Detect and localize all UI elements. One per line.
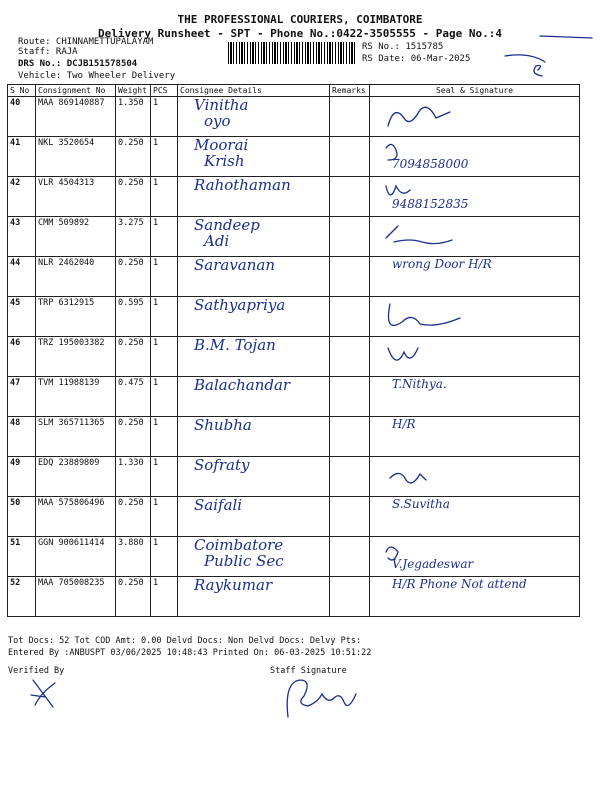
row-consignee bbox=[178, 97, 330, 137]
row-remarks bbox=[330, 177, 370, 217]
row-pcs: 1 bbox=[151, 337, 178, 377]
consignee-handwriting: Saifali bbox=[194, 496, 243, 514]
consignee-handwriting: B.M. Tojan bbox=[194, 336, 276, 354]
row-pcs: 1 bbox=[151, 377, 178, 417]
row-consignment-no: TVM 11988139 bbox=[36, 377, 116, 417]
row-seal-signature bbox=[370, 457, 580, 497]
table-row bbox=[8, 457, 580, 497]
row-consignment-no: MAA 705008235 bbox=[36, 577, 116, 617]
table-row bbox=[8, 377, 580, 417]
row-seal-signature bbox=[370, 497, 580, 537]
row-sno: 42 bbox=[8, 177, 36, 217]
row-weight: 0.250 bbox=[116, 337, 151, 377]
row-weight: 0.250 bbox=[116, 577, 151, 617]
verified-signature bbox=[25, 675, 65, 710]
row-weight: 0.250 bbox=[116, 497, 151, 537]
row-seal-signature bbox=[370, 217, 580, 257]
consignee-handwriting: Shubha bbox=[194, 416, 252, 434]
row-consignment-no: TRZ 195003382 bbox=[36, 337, 116, 377]
row-pcs: 1 bbox=[151, 257, 178, 297]
row-consignee bbox=[178, 577, 330, 617]
row-weight: 0.595 bbox=[116, 297, 151, 337]
consignee-handwriting: Adi bbox=[204, 231, 230, 250]
row-sno: 46 bbox=[8, 337, 36, 377]
signature-scribble bbox=[380, 458, 470, 488]
row-consignment-no: TRP 6312915 bbox=[36, 297, 116, 337]
row-pcs: 1 bbox=[151, 417, 178, 457]
row-remarks bbox=[330, 97, 370, 137]
consignee-handwriting: Public Sec bbox=[204, 551, 284, 570]
seal-handwriting: H/R Phone Not attend bbox=[392, 577, 527, 591]
row-pcs: 1 bbox=[151, 217, 178, 257]
consignee-handwriting: Saravanan bbox=[194, 256, 276, 274]
staff-signature-label: Staff Signature bbox=[270, 666, 347, 676]
route-label: Route: CHINNAMETTUPALAYAM bbox=[18, 37, 154, 47]
company-title: THE PROFESSIONAL COURIERS, COIMBATORE bbox=[177, 13, 423, 26]
table-row bbox=[8, 217, 580, 257]
row-remarks bbox=[330, 257, 370, 297]
seal-handwriting: V.Jegadeswar bbox=[392, 557, 474, 571]
consignee-handwriting: Sathyapriya bbox=[194, 296, 286, 314]
row-seal-signature bbox=[370, 537, 580, 577]
row-consignment-no: SLM 365711365 bbox=[36, 417, 116, 457]
row-weight: 0.250 bbox=[116, 257, 151, 297]
table-row bbox=[8, 497, 580, 537]
row-sno: 43 bbox=[8, 217, 36, 257]
table-row bbox=[8, 97, 580, 137]
consignee-handwriting: Raykumar bbox=[194, 576, 273, 594]
signature-scribble bbox=[380, 218, 470, 248]
row-weight: 0.250 bbox=[116, 177, 151, 217]
col-consignee: Consignee Details bbox=[178, 85, 330, 97]
rs-date: RS Date: 06-Mar-2025 bbox=[362, 54, 471, 64]
signature-scribble bbox=[380, 98, 470, 128]
consignee-handwriting: Sandeep bbox=[194, 216, 260, 234]
consignee-handwriting: Coimbatore bbox=[194, 536, 284, 554]
row-pcs: 1 bbox=[151, 497, 178, 537]
row-consignment-no: VLR 4504313 bbox=[36, 177, 116, 217]
row-sno: 48 bbox=[8, 417, 36, 457]
row-seal-signature bbox=[370, 137, 580, 177]
rs-number: RS No.: 1515785 bbox=[362, 42, 444, 52]
row-consignment-no: CMM 509892 bbox=[36, 217, 116, 257]
row-remarks bbox=[330, 537, 370, 577]
row-sno: 47 bbox=[8, 377, 36, 417]
row-sno: 45 bbox=[8, 297, 36, 337]
row-sno: 41 bbox=[8, 137, 36, 177]
row-weight: 1.350 bbox=[116, 97, 151, 137]
row-sno: 50 bbox=[8, 497, 36, 537]
table-row bbox=[8, 417, 580, 457]
staff-label: Staff: RAJA bbox=[18, 47, 78, 57]
table-header-row bbox=[8, 85, 580, 97]
seal-handwriting: H/R bbox=[392, 417, 416, 431]
row-remarks bbox=[330, 457, 370, 497]
table-row bbox=[8, 577, 580, 617]
row-weight: 0.250 bbox=[116, 417, 151, 457]
row-consignee bbox=[178, 137, 330, 177]
row-pcs: 1 bbox=[151, 297, 178, 337]
row-pcs: 1 bbox=[151, 97, 178, 137]
table-row bbox=[8, 537, 580, 577]
row-seal-signature bbox=[370, 97, 580, 137]
row-remarks bbox=[330, 137, 370, 177]
row-pcs: 1 bbox=[151, 137, 178, 177]
row-pcs: 1 bbox=[151, 537, 178, 577]
consignee-handwriting: Vinitha bbox=[194, 96, 249, 114]
row-remarks bbox=[330, 497, 370, 537]
barcode bbox=[228, 42, 356, 64]
row-consignee bbox=[178, 497, 330, 537]
row-consignee bbox=[178, 337, 330, 377]
row-weight: 0.250 bbox=[116, 137, 151, 177]
seal-handwriting: wrong Door H/R bbox=[392, 257, 492, 271]
row-weight: 3.880 bbox=[116, 537, 151, 577]
row-seal-signature bbox=[370, 377, 580, 417]
col-weight: Weight bbox=[116, 85, 151, 97]
row-consignee bbox=[178, 297, 330, 337]
row-consignment-no: EDQ 23889809 bbox=[36, 457, 116, 497]
row-consignee bbox=[178, 377, 330, 417]
consignee-handwriting: Sofraty bbox=[194, 456, 250, 474]
drs-number: DRS No.: DCJB151578504 bbox=[18, 59, 138, 69]
row-pcs: 1 bbox=[151, 177, 178, 217]
margin-scribble bbox=[500, 30, 595, 80]
row-sno: 49 bbox=[8, 457, 36, 497]
row-remarks bbox=[330, 217, 370, 257]
row-pcs: 1 bbox=[151, 577, 178, 617]
row-weight: 1.330 bbox=[116, 457, 151, 497]
row-seal-signature bbox=[370, 577, 580, 617]
row-seal-signature bbox=[370, 257, 580, 297]
verified-by-label: Verified By bbox=[8, 666, 65, 676]
row-consignment-no: MAA 869140887 bbox=[36, 97, 116, 137]
row-weight: 3.275 bbox=[116, 217, 151, 257]
row-consignee bbox=[178, 417, 330, 457]
row-seal-signature bbox=[370, 417, 580, 457]
row-seal-signature bbox=[370, 177, 580, 217]
footer-totals: Tot Docs: 52 Tot COD Amt: 0.00 Delvd Docs: Non Delvd Docs: Delvy Pts: bbox=[8, 636, 362, 646]
runsheet-heading: Delivery Runsheet - SPT - Phone No.:0422-3505555 - Page No.:4 bbox=[98, 27, 502, 40]
row-pcs: 1 bbox=[151, 457, 178, 497]
runsheet-table bbox=[7, 84, 580, 617]
col-consignment: Consignment No bbox=[36, 85, 116, 97]
consignee-handwriting: Moorai bbox=[194, 136, 249, 154]
col-pcs: PCS bbox=[151, 85, 178, 97]
consignee-handwriting: oyo bbox=[204, 111, 231, 130]
col-sno: S No bbox=[8, 85, 36, 97]
row-remarks bbox=[330, 577, 370, 617]
signature-scribble bbox=[380, 338, 470, 368]
seal-handwriting: 7094858000 bbox=[392, 157, 469, 171]
row-remarks bbox=[330, 297, 370, 337]
row-consignment-no: MAA 575806496 bbox=[36, 497, 116, 537]
row-sno: 40 bbox=[8, 97, 36, 137]
table-row bbox=[8, 257, 580, 297]
row-seal-signature bbox=[370, 337, 580, 377]
consignee-handwriting: Balachandar bbox=[194, 376, 291, 394]
row-remarks bbox=[330, 417, 370, 457]
table-row bbox=[8, 137, 580, 177]
consignee-handwriting: Krish bbox=[204, 151, 245, 170]
row-sno: 51 bbox=[8, 537, 36, 577]
row-weight: 0.475 bbox=[116, 377, 151, 417]
table-row bbox=[8, 337, 580, 377]
row-consignment-no: NLR 2462040 bbox=[36, 257, 116, 297]
seal-handwriting: 9488152835 bbox=[392, 197, 469, 211]
row-sno: 52 bbox=[8, 577, 36, 617]
table-row bbox=[8, 177, 580, 217]
col-remarks: Remarks bbox=[330, 85, 370, 97]
row-consignment-no: GGN 900611414 bbox=[36, 537, 116, 577]
seal-handwriting: S.Suvitha bbox=[392, 497, 450, 511]
signature-scribble bbox=[380, 298, 470, 328]
vehicle-label: Vehicle: Two Wheeler Delivery bbox=[18, 71, 176, 81]
seal-handwriting: T.Nithya. bbox=[392, 377, 447, 391]
row-consignee bbox=[178, 457, 330, 497]
row-consignee bbox=[178, 537, 330, 577]
row-remarks bbox=[330, 377, 370, 417]
footer-entered: Entered By :ANBUSPT 03/06/2025 10:48:43 Printed On: 06-03-2025 10:51:22 bbox=[8, 648, 372, 658]
row-consignee bbox=[178, 177, 330, 217]
staff-signature bbox=[278, 672, 368, 727]
row-consignee bbox=[178, 217, 330, 257]
row-consignment-no: NKL 3520654 bbox=[36, 137, 116, 177]
table-row bbox=[8, 297, 580, 337]
row-seal-signature bbox=[370, 297, 580, 337]
row-sno: 44 bbox=[8, 257, 36, 297]
row-remarks bbox=[330, 337, 370, 377]
col-seal-signature: Seal & Signature bbox=[370, 85, 580, 97]
row-consignee bbox=[178, 257, 330, 297]
consignee-handwriting: Rahothaman bbox=[194, 176, 291, 194]
